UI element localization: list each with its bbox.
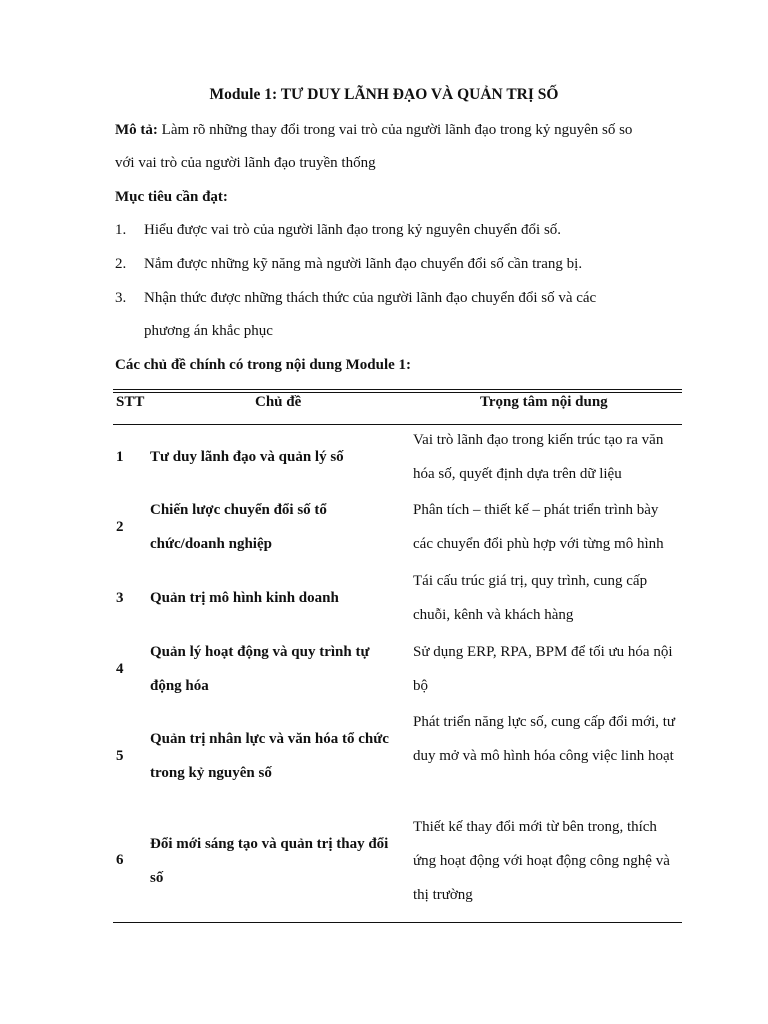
row-topic: Quản trị nhân lực và văn hóa tổ chức trong kỷ nguyên số (150, 731, 389, 781)
objective-text: Nhận thức được những thách thức của người lãnh đạo chuyển đổi số và các (144, 290, 597, 306)
row-focus: Tái cấu trúc giá trị, quy trình, cung cấp chuỗi, kênh và khách hàng (413, 573, 648, 623)
row-stt: 4 (116, 661, 124, 677)
row-stt: 5 (116, 748, 124, 764)
objective-text: Nắm được những kỹ năng mà người lãnh đạo chuyển đổi số cần trang bị. (144, 256, 583, 272)
row-topic: Chiến lược chuyển đổi số tổ chức/doanh nghiệp (150, 502, 327, 552)
row-topic: Đổi mới sáng tạo và quản trị thay đổi số (150, 836, 389, 886)
header-topic: Chủ đề (255, 394, 302, 410)
row-topic: Tư duy lãnh đạo và quản lý số (150, 449, 344, 465)
header-focus: Trọng tâm nội dung (480, 394, 608, 410)
header-stt: STT (116, 394, 145, 410)
row-focus: Thiết kế thay đổi mới từ bên trong, thích ứng hoạt động với hoạt động công nghệ và thị trường (413, 819, 670, 903)
objective-number: 2. (115, 256, 127, 272)
objective-text: Hiểu được vai trò của người lãnh đạo trong kỷ nguyên chuyển đổi số. (144, 222, 562, 238)
description (115, 122, 632, 139)
objective-text-continued: phương án khắc phục (144, 323, 273, 339)
description-label: Mô tả: (115, 122, 158, 138)
table-top-rule-double (113, 392, 682, 393)
description-line-1: Làm rõ những thay đổi trong vai trò của người lãnh đạo trong kỷ nguyên số so (157, 122, 633, 138)
table-top-rule (113, 389, 682, 390)
page-title: Module 1: TƯ DUY LÃNH ĐẠO VÀ QUẢN TRỊ SỐ (209, 86, 559, 103)
row-focus: Vai trò lãnh đạo trong kiến trúc tạo ra văn hóa số, quyết định dựa trên dữ liệu (413, 432, 664, 482)
row-focus: Phân tích – thiết kế – phát triển trình bày các chuyển đổi phù hợp với từng mô hình (413, 502, 664, 552)
row-topic: Quản lý hoạt động và quy trình tự động hóa (150, 644, 370, 694)
row-stt: 1 (116, 449, 124, 465)
row-stt: 3 (116, 590, 124, 606)
row-stt: 6 (116, 852, 124, 868)
topics-heading: Các chủ đề chính có trong nội dung Module 1: (115, 357, 412, 373)
objective-number: 3. (115, 290, 127, 306)
row-focus: Sử dụng ERP, RPA, BPM để tối ưu hóa nội bộ (413, 644, 673, 694)
row-topic: Quản trị mô hình kinh doanh (150, 590, 339, 606)
row-stt: 2 (116, 519, 124, 535)
objective-number: 1. (115, 222, 127, 238)
table-bottom-rule (113, 922, 682, 923)
description-line-2: với vai trò của người lãnh đạo truyền thống (115, 155, 376, 171)
row-focus: Phát triển năng lực số, cung cấp đổi mới, tư duy mở và mô hình hóa công việc linh hoạt (413, 714, 676, 764)
objectives-heading: Mục tiêu cần đạt: (115, 189, 228, 205)
